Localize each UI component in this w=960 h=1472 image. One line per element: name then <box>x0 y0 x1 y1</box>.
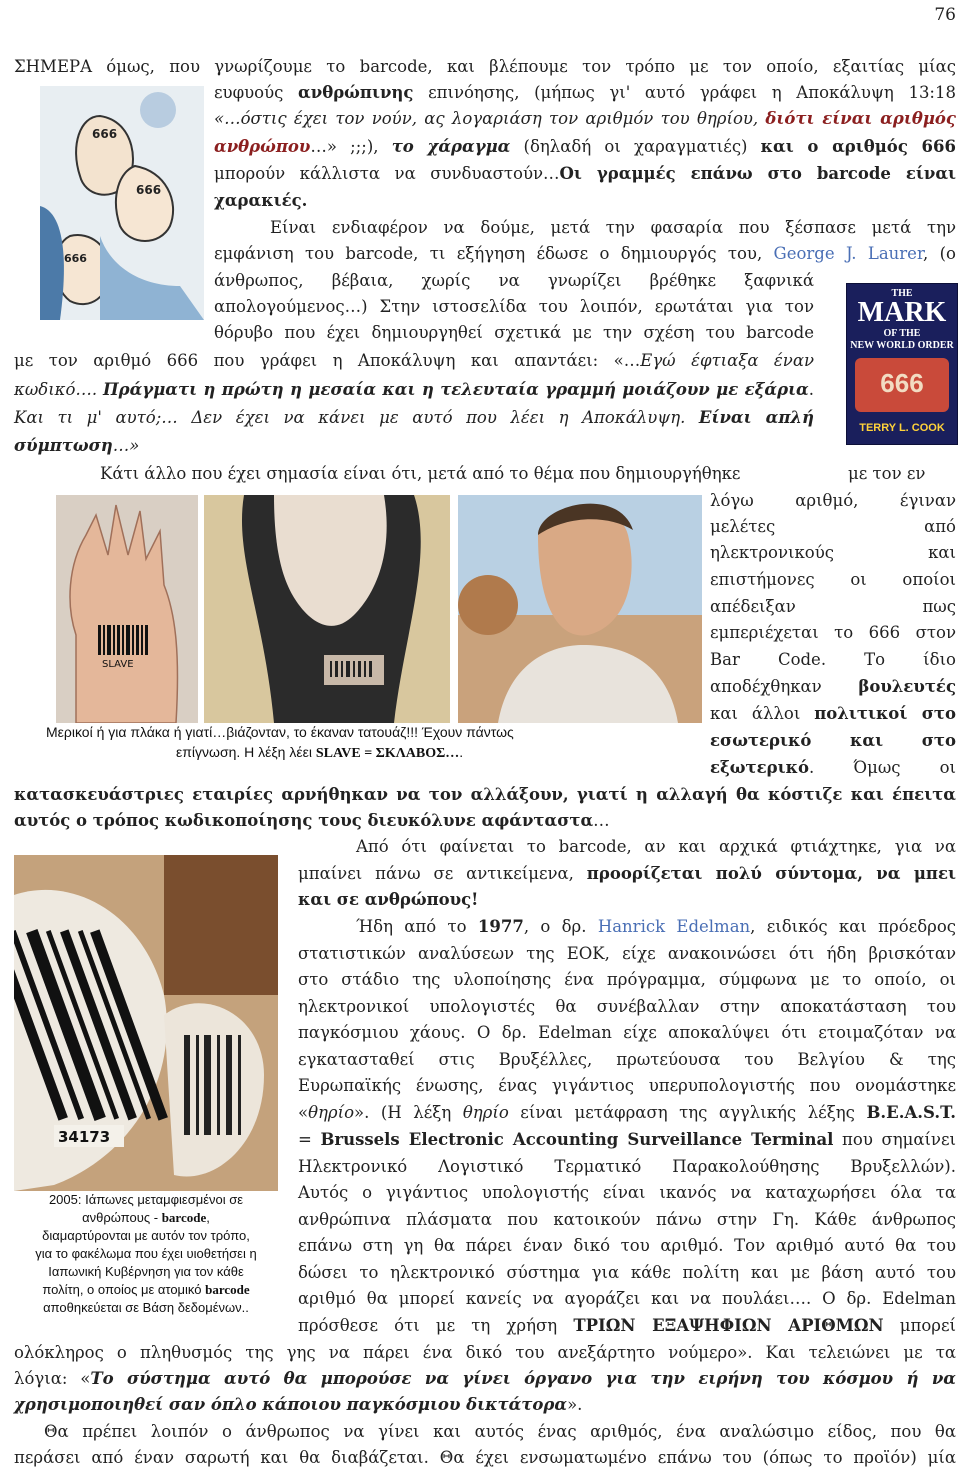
p4-line-2: μπαίνει πάνω σε αντικείμενα, προορίζεται πολύ σύντομα, να μπει <box>298 864 956 883</box>
p5-full-line-4: Θα πρέπει λοιπόν ο άνθρωπος να γίνει και αυτός ένας αριθμός, ένα αναλώσιμο είδος, που θα <box>44 1422 956 1441</box>
p3-right-line-7: Bar Code. Το ίδιο <box>710 650 956 669</box>
photo-hand-barcode <box>56 495 198 723</box>
page-number: 76 <box>934 5 956 25</box>
caption-middle-line-1: Μερικοί ή για πλάκα ή γιατί…βιάζονταν, το έκαναν τατουάζ!!! Έχουν πάντως <box>46 724 514 740</box>
caption-left-line-1: 2005: Ιάπωνες μεταμφιεσμένοι σε <box>48 1192 244 1207</box>
p1-line-6: χαρακιές. <box>214 191 308 210</box>
p2-line-9: σύμπτωση…» <box>14 436 140 455</box>
p5-line-7: Ευρωπαϊκής ένωσης, ένας γιγάντιος υπερυπολογιστής που ονομάστηκε <box>298 1076 956 1095</box>
p3-line-1: Κάτι άλλο που έχει σημασία είναι ότι, μετά από το θέμα που δημιουργήθηκε <box>100 464 741 483</box>
p5-full-line-3: χρησιμοποιηθεί σαν όπλο κάποιου παγκόσμιου δικτάτορα». <box>14 1395 583 1414</box>
photo-laurer-man <box>458 495 702 723</box>
p2-line-2: εμφάνιση του barcode, τι εξήγηση έδωσε ο δημιουργός του, George J. Laurer, (ο <box>214 244 956 263</box>
p1-line-4: ανθρώπου…» ;;;), το χάραγμα (δηλαδή οι χαραγματιές) και ο αριθμός 666 <box>214 137 956 156</box>
photo-japan-protest <box>14 855 278 1191</box>
caption-left-line-6: πολίτη, ο οποίος με ατομικό barcode <box>42 1282 250 1297</box>
photo-barcode-number: 34173 <box>58 1128 111 1146</box>
p5-line-10: Ηλεκτρονικό Λογιστικό Τερματικό Παρακολούθησης Βρυξελλών). <box>298 1157 956 1176</box>
caption-left-line-3: διαμαρτύρονται με αυτόν τον τρόπο, <box>42 1228 250 1243</box>
p5-line-16: πρόσθεσε ότι με τη χρήση ΤΡΙΩΝ ΕΞΑΨΗΦΙΩΝ ΑΡΙΘΜΩΝ μπορεί <box>298 1316 956 1335</box>
book-title-1: THE <box>891 288 913 299</box>
p5-full-line-2: λόγια: «Το σύστημα αυτό θα μπορούσε να γίνει όργανο για την ειρήνη του κόσμου ή να <box>14 1369 957 1388</box>
p2-line-6: με τον αριθμό 666 που γράφει η Αποκάλυψη και απαντάει: «…Εγώ έφτιαξα έναν <box>14 351 814 370</box>
p5-line-12: ανθρώπινα πλάσματα που κατοικούν πάνω στην Γη. Κάθε άνθρωπος <box>298 1210 956 1229</box>
p5-line-9: = Brussels Electronic Accounting Surveillance Terminal που σημαίνει <box>298 1130 956 1149</box>
p3-right-line-8: αποδέχθηκαν βουλευτές <box>710 677 956 696</box>
p2-line-5: θόρυβο που έχει δημιουργηθεί σχετικά με την σχέση του barcode <box>214 323 814 342</box>
p5-line-1: Ήδη από το 1977, ο δρ. Hanrick Edelman, ειδικός και πρόεδρος <box>356 917 957 936</box>
p3-right-line-2: μελέτες από <box>710 517 956 536</box>
p3-full-line-2: αυτός ο τρόπος κωδικοποίησης τους διευκόλυνε αφάνταστα… <box>14 811 610 830</box>
p5-line-13: επάνω στη γη θα πάρει έναν δικό του αριθμό. Τον αριθμό αυτό θα του <box>298 1236 956 1255</box>
p2-line-4: απολογούμενος…) Στην ιστοσελίδα του λοιπόν, ερωτάται για τον <box>214 297 814 316</box>
cartoon-label-2: 666 <box>136 183 162 197</box>
p3-right-line-6: εμπεριέχεται το 666 στον <box>710 623 956 642</box>
p3-right-line-10: εσωτερικό και στο <box>710 731 956 750</box>
cartoon-666-image <box>40 86 204 320</box>
p2-line-1: Είναι ενδιαφέρον να δούμε, μετά την φασαρία που ξέσπασε μετά την <box>270 218 956 237</box>
p2-line-8: Και τι μ' αυτό;… Δεν έχει να κάνει με αυτό που λέει η Αποκάλυψη. Είναι απλή <box>14 408 814 427</box>
p3-right-line-1: λόγω αριθμό, έγιναν <box>710 491 956 510</box>
cartoon-label-3: 666 <box>64 252 87 265</box>
p3-full-line-1: κατασκευάστριες εταιρίες αρνήθηκαν να τον αλλάξουν, γιατί η αλλαγή θα κόστιζε και έπειτα <box>14 785 956 804</box>
book-title-3: OF THE <box>883 328 921 339</box>
caption-middle-line-2: επίγνωση. Η λέξη λέει SLAVE = ΣΚΛΑΒΟΣ…. <box>176 744 464 761</box>
p5-line-15: αριθμό θα μπορεί κανείς να αγοράζει και να πουλάει…. Ο δρ. Edelman <box>298 1289 956 1308</box>
caption-left <box>14 1191 278 1317</box>
p5-line-11: Αυτός ο γιγάντιος υπολογιστής είναι ικανός να καταχωρήσει όλα τα <box>298 1183 956 1202</box>
book-author: TERRY L. COOK <box>859 422 945 434</box>
p3-right-line-3: ηλεκτρονικούς και <box>710 543 956 562</box>
p1-line-2: ευφυούς ανθρώπινης επινόησης, (μήπως γι' αυτό γράφει η Αποκάλυψη 13:18 <box>214 83 956 102</box>
p3-right-line-9: και άλλοι πολιτικοί στο <box>710 704 956 723</box>
book-title-4: NEW WORLD ORDER <box>850 340 954 351</box>
caption-left-line-5: Ιαπωνική Κυβέρνηση για τον κάθε <box>48 1264 244 1279</box>
p4-line-3: και σε ανθρώπους! <box>298 890 479 909</box>
p5-line-4: ηλεκτρονικοί υπολογιστές θα συνέβαλλαν στην αποκατάσταση του <box>298 997 956 1016</box>
book-cover-image <box>846 283 958 445</box>
p5-full-line-1: ολόκληρος ο πληθυσμός της γης να πάρει ένα δικό του ανεξάρτητο νούμερο». Και τελειώνει με τα <box>14 1343 956 1362</box>
caption-left-line-2: ανθρώπους - barcode, <box>82 1210 210 1225</box>
p5-full-line-5: περάσει από έναν σαρωτή και θα διαβάζεται. Θα έχει ενσωματωμένο επάνω του (όπως το προϊόν) μία <box>14 1448 956 1467</box>
p1-line-3: «…όστις έχει τον νούν, ας λογαριάση τον αριθμόν του θηρίου, διότι είναι αριθμός <box>214 109 956 128</box>
book-title-2: MARK <box>857 297 947 328</box>
p1-line-5: μπορούν κάλλιστα να συνδυαστούν…Οι γραμμές επάνω στο barcode είναι <box>214 164 957 183</box>
p5-line-8: «θηρίο». (Η λέξη θηρίο είναι μετάφραση της αγγλικής λέξης B.E.A.S.T. <box>298 1103 956 1122</box>
p1-line-1: ΣΗΜΕΡΑ όμως, που γνωρίζουμε το barcode, και βλέπουμε τον τρόπο με τον οποίο, εξαιτίας μίας <box>14 57 956 76</box>
p5-line-2: στατιστικών αναλύσεων της ΕΟΚ, είχε ανακοινώσει ότι ήδη βρισκόταν <box>298 944 956 963</box>
caption-left-line-7: αποθηκεύεται σε Βάση δεδομένων.. <box>43 1300 249 1315</box>
p5-line-3: στο στάδιο της υλοποίησης ένα πρόγραμμα, σύμφωνα με το οποίο, οι <box>298 970 956 989</box>
p5-line-6: εγκατασταθεί στις Βρυξέλλες, πρωτεύουσα του Βελγίου & της <box>298 1050 956 1069</box>
p4-line-1: Από ότι φαίνεται το barcode, αν και αρχικά φτιάχτηκε, για να <box>356 837 956 856</box>
p3-right-line-4: επιστήμονες οι οποίοι <box>710 570 956 589</box>
cartoon-label-1: 666 <box>92 127 118 141</box>
book-number: 666 <box>880 368 924 398</box>
p5-line-14: δώσει το ηλεκτρονικό σύστημα για κάθε πολίτη και με βάση αυτό του <box>298 1263 956 1282</box>
p3-line-1b: με τον εν <box>848 464 926 483</box>
caption-left-line-4: για το φακέλωμα που έχει υιοθετήσει η <box>35 1246 257 1261</box>
hand-slave-text: SLAVE <box>102 659 134 670</box>
p5-line-5: παγκόσμιου χάους. Ο δρ. Edelman είχε αποκαλύψει ότι ετοιμαζόταν να <box>298 1023 956 1042</box>
photo-neck-tattoo <box>204 495 450 723</box>
p3-right-line-11: εξωτερικό. Όμως οι <box>710 758 956 777</box>
p3-right-line-5: απέδειξαν πως <box>710 597 956 616</box>
p2-line-7: κωδικό…. Πράγματι η πρώτη η μεσαία και η τελευταία γραμμή μοιάζουν με εξάρια. <box>14 380 814 399</box>
p2-line-3: άνθρωπος, βέβαια, χωρίς να γνωρίζει βρέθηκε ξαφνικά <box>214 271 814 290</box>
